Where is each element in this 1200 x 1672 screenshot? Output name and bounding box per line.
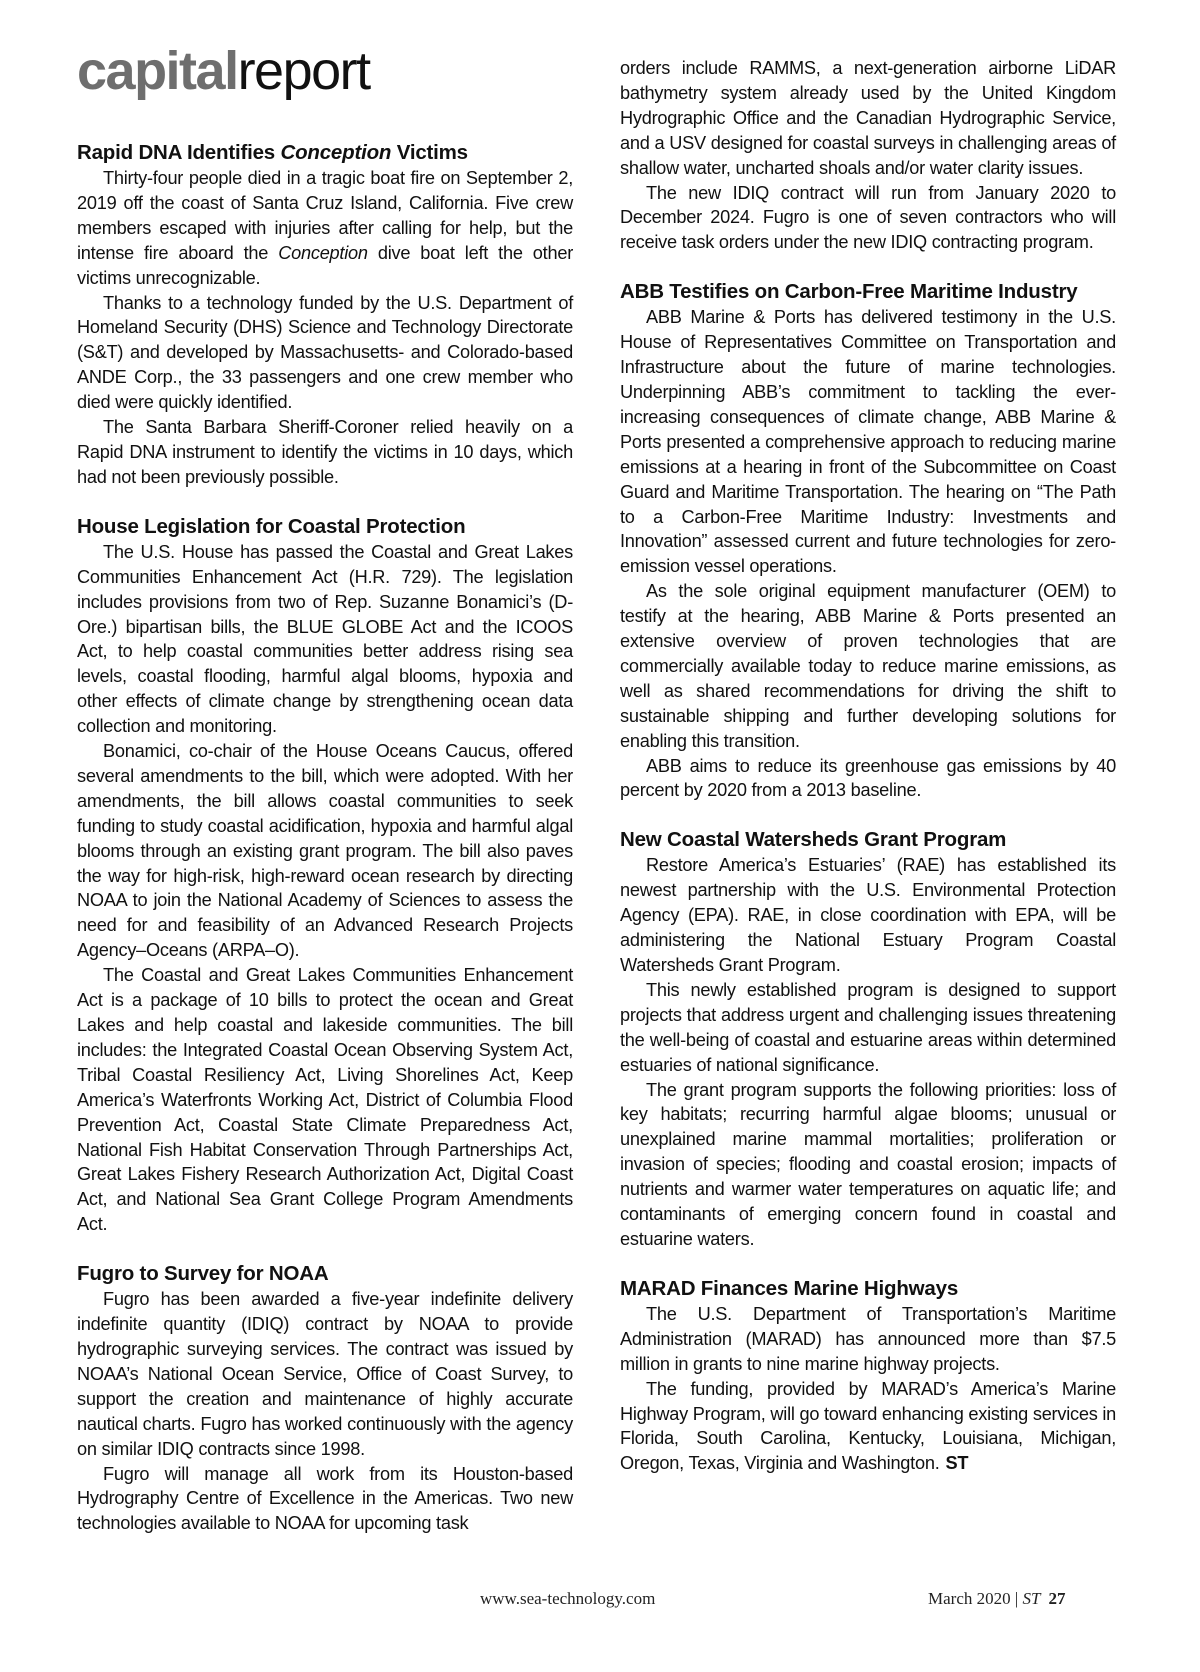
article-heading xyxy=(620,827,1116,853)
article-section xyxy=(77,1261,573,1536)
paragraph-text: ABB aims to reduce its greenhouse gas emissions by 40 percent by 2020 from a 2013 baseline. xyxy=(620,755,1116,801)
paragraph-text: Thanks to a technology funded by the U.S. Department of Homeland Security (DHS) Science and Technology Directorate (S&T) and developed by Massachusetts- and Colorado-based ANDE Corp., the 33 passengers and one crew member who died were quickly identified. xyxy=(77,292,573,413)
footer-url[interactable]: www.sea-technology.com xyxy=(480,1589,656,1608)
right-column xyxy=(620,56,1116,1500)
heading-text: House Legislation for Coastal Protection xyxy=(77,514,466,538)
end-mark: ST xyxy=(945,1453,969,1474)
heading-text: ABB Testifies on Carbon-Free Maritime Industry xyxy=(620,280,1078,304)
paragraph-text: Thirty-four people died in a tragic boat fire on September 2, 2019 off the coast of Santa Cruz Island, California. Five crew members escaped with injuries after calling for help, but the intense fire aboard the xyxy=(77,168,573,263)
paragraph xyxy=(77,415,573,490)
article-heading xyxy=(620,1276,1116,1302)
paragraph-text: orders include RAMMS, a next-generation airborne LiDAR bathymetry system already used by the United Kingdom Hydrographic Office and the Canadian Hydrographic Service, and a USV designed for coastal surveys in challenging areas of shallow water, uncharted shoals and/or water clarity issues. xyxy=(620,58,1116,178)
paragraph xyxy=(77,1462,573,1537)
heading-text: MARAD Finances Marine Highways xyxy=(620,1276,959,1300)
paragraph xyxy=(620,56,1116,181)
paragraph-text: Restore America’s Estuaries’ (RAE) has established its newest partnership with the U.S. Environmental Protection Agency (EPA). RAE, in close coordination with EPA, will be administering the National Estuary Program Coastal Watersheds Grant Program. xyxy=(620,855,1116,975)
paragraph xyxy=(620,1078,1116,1252)
heading-text: Fugro to Survey for NOAA xyxy=(77,1262,329,1286)
heading-text: Rapid DNA Identifies xyxy=(77,141,281,164)
paragraph xyxy=(620,305,1116,579)
page-number: 27 xyxy=(1048,1589,1066,1608)
footer-date: March 2020 | xyxy=(928,1589,1023,1608)
paragraph-text: Fugro has been awarded a five-year indefinite delivery indefinite quantity (IDIQ) contract by NOAA to provide hydrographic surveying services. The contract was issued by NOAA’s National Ocean Service, Office of Coast Survey, to support the creation and maintenance of highly accurate nautical charts. Fugro has worked continuously with the agency on similar IDIQ contracts since 1998. xyxy=(77,1289,573,1459)
heading-text: Conception xyxy=(280,141,392,164)
paragraph xyxy=(620,1302,1116,1377)
paragraph xyxy=(620,978,1116,1078)
article-section xyxy=(620,56,1116,255)
paragraph-text: Conception xyxy=(278,242,368,263)
paragraph xyxy=(77,963,573,1237)
paragraph-text: dive boat left the other victims unrecognizable. xyxy=(77,242,574,288)
paragraph-text: The U.S. House has passed the Coastal and Great Lakes Communities Enhancement Act (H.R. 729). The legislation includes provisions from two of Rep. Suzanne Bonamici’s (D-Ore.) bipartisan bills, the BLUE GLOBE Act and the ICOOS Act, to help coastal communities better address rising sea levels, coastal flooding, harmful algal blooms, hypoxia and other effects of climate change by strengthening ocean data collection and monitoring. xyxy=(77,541,573,737)
footer-issue xyxy=(928,1589,1066,1609)
article-section xyxy=(620,1276,1116,1476)
paragraph xyxy=(620,754,1116,804)
paragraph xyxy=(77,739,573,963)
paragraph-text: The funding, provided by MARAD’s America’s Marine Highway Program, will go toward enhancing existing services in Florida, South Carolina, Kentucky, Louisiana, Michigan, Oregon, Texas, Virginia and Washington. xyxy=(620,1378,1117,1474)
paragraph xyxy=(77,166,573,291)
paragraph-text: The Santa Barbara Sheriff-Coroner relied heavily on a Rapid DNA instrument to identify the victims in 10 days, which had not been previously possible. xyxy=(77,417,573,487)
article-heading xyxy=(620,279,1116,305)
article-section xyxy=(77,140,573,490)
paragraph-text: Bonamici, co-chair of the House Oceans Caucus, offered several amendments to the bill, which were adopted. With her amendments, the bill allows coastal communities to seek funding to study coastal acidification, hypoxia and harmful algal blooms through an existing grant program. The bill also paves the way for high-risk, high-reward ocean research by directing NOAA to join the National Academy of Sciences to assess the need for and feasibility of an Advanced Research Projects Agency–Oceans (ARPA–O). xyxy=(77,741,573,961)
article-heading xyxy=(77,1261,573,1287)
article-heading xyxy=(77,514,573,540)
paragraph-text: As the sole original equipment manufacturer (OEM) to testify at the hearing, ABB Marine & Ports presented an extensive overview of proven technologies that are commercially available today to reduce marine emissions, as well as shared recommendations for driving the shift to sustainable shipping and further developing solutions for enabling this transition. xyxy=(620,581,1116,751)
paragraph-text: The new IDIQ contract will run from January 2020 to December 2024. Fugro is one of seven contractors who will receive task orders under the new IDIQ contracting program. xyxy=(620,182,1116,253)
paragraph xyxy=(620,181,1116,256)
logo-report: report xyxy=(237,41,370,101)
article-section xyxy=(620,279,1116,803)
paragraph-text: Fugro will manage all work from its Houston-based Hydrography Centre of Excellence in the Americas. Two new technologies available to NOAA for upcoming task xyxy=(77,1463,573,1534)
article-heading xyxy=(77,140,573,166)
heading-text: New Coastal Watersheds Grant Program xyxy=(620,828,1007,852)
paragraph xyxy=(77,1287,573,1461)
article-section xyxy=(77,514,573,1237)
left-column xyxy=(77,140,573,1560)
paragraph xyxy=(620,1377,1116,1477)
paragraph xyxy=(77,291,573,416)
article-section xyxy=(620,827,1116,1252)
footer-magazine: ST xyxy=(1022,1589,1041,1608)
paragraph-text: ABB Marine & Ports has delivered testimony in the U.S. House of Representatives Committee on Transportation and Infrastructure about the future of marine technologies. Underpinning ABB’s commitment to tackling the ever-increasing consequences of climate change, ABB Marine & Ports presented a comprehensive approach to reducing marine emissions at a hearing in front of the Subcommittee on Coast Guard and Maritime Transportation. The hearing on “The Path to a Carbon-Free Maritime Industry: Investments and Innovation” assessed current and future technologies for zero-emission vessel operations. xyxy=(620,307,1116,577)
paragraph-text: The grant program supports the following priorities: loss of key habitats; recurring harmful algae blooms; unusual or unexplained marine mammal mortalities; proliferation or invasion of species; flooding and coastal erosion; impacts of nutrients and warmer water temperatures on aquatic life; and contaminants of emerging concern found in coastal and estuarine waters. xyxy=(620,1079,1116,1249)
logo-capital: capital xyxy=(77,41,238,101)
paragraph-text: The U.S. Department of Transportation’s Maritime Administration (MARAD) has announced more than $7.5 million in grants to nine marine highway projects. xyxy=(620,1303,1116,1374)
section-logo xyxy=(77,41,370,101)
paragraph xyxy=(77,540,573,739)
paragraph xyxy=(620,853,1116,978)
paragraph-text: The Coastal and Great Lakes Communities Enhancement Act is a package of 10 bills to protect the ocean and Great Lakes and help coastal and lakeside communities. The bill includes: the Integrated Coastal Ocean Observing System Act, Tribal Coastal Resiliency Act, Living Shorelines Act, Keep America’s Waterfronts Working Act, District of Columbia Flood Prevention Act, Coastal State Climate Preparedness Act, National Fish Habitat Conservation Through Partnerships Act, Great Lakes Fishery Research Authorization Act, Digital Coast Act, and National Sea Grant College Program Amendments Act. xyxy=(77,965,573,1235)
heading-text: Victims xyxy=(391,141,468,164)
paragraph xyxy=(620,579,1116,753)
paragraph-text: This newly established program is designed to support projects that address urgent and challenging issues threatening the well-being of coastal and estuarine areas within determined estuaries of national significance. xyxy=(620,979,1116,1075)
